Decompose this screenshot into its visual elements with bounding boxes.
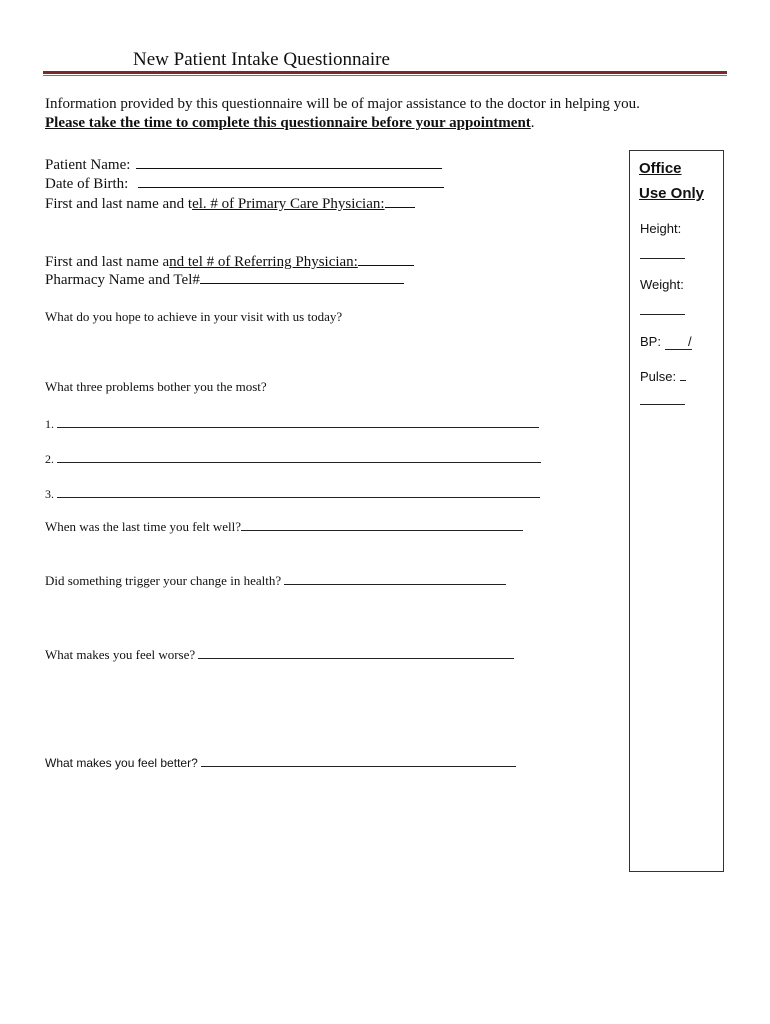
problem-1-line[interactable] — [57, 416, 539, 428]
question-worse[interactable] — [45, 647, 514, 663]
date-of-birth-line[interactable] — [138, 173, 444, 188]
office-pulse-line[interactable] — [640, 404, 685, 405]
better-label: What makes you feel better? — [45, 756, 198, 770]
pcp-label-prefix: First and last name and t — [45, 196, 193, 212]
office-use-title — [639, 156, 704, 206]
office-title-line1: Office — [639, 160, 682, 177]
problem-3-line[interactable] — [57, 486, 540, 498]
last-felt-well-label: When was the last time you felt well? — [45, 519, 242, 534]
last-felt-well-line[interactable] — [241, 519, 523, 531]
office-bp-slash: / — [687, 334, 692, 349]
question-better[interactable] — [45, 755, 516, 770]
intro-text: Information provided by this questionnaire will be of major assistance to the doctor in helping you. — [45, 96, 640, 112]
office-bp-field[interactable] — [640, 334, 692, 350]
patient-name-line[interactable] — [136, 154, 442, 169]
ref-line[interactable] — [358, 251, 414, 266]
office-bp-label: BP: — [640, 334, 661, 349]
intro-instruction — [45, 115, 535, 132]
pcp-field[interactable] — [45, 193, 415, 213]
office-pulse-label: Pulse: — [640, 369, 677, 384]
pcp-label-underlined: el. # of Primary Care Physician: — [192, 196, 385, 212]
referring-physician-field[interactable] — [45, 251, 414, 271]
problem-2-field[interactable] — [45, 451, 541, 467]
office-height-line[interactable] — [640, 258, 685, 259]
pcp-line[interactable] — [385, 193, 415, 208]
pharmacy-label: Pharmacy Name and Tel# — [45, 272, 200, 288]
question-achieve: What do you hope to achieve in your visit with us today? — [45, 309, 343, 324]
pharmacy-field[interactable] — [45, 270, 404, 289]
title-rule-secondary — [43, 75, 727, 76]
office-weight-label: Weight: — [640, 277, 684, 292]
problem-3-field[interactable] — [45, 486, 540, 502]
patient-name-label: Patient Name: — [45, 157, 131, 173]
trigger-label: Did something trigger your change in health? — [45, 573, 282, 588]
office-title-line2: Use Only — [639, 185, 705, 202]
problem-2-line[interactable] — [57, 451, 541, 463]
pharmacy-line[interactable] — [200, 270, 404, 284]
worse-label: What makes you feel worse? — [45, 647, 196, 662]
patient-name-field[interactable] — [45, 154, 442, 174]
date-of-birth-field[interactable] — [45, 173, 444, 193]
title-rule — [43, 71, 727, 74]
ref-label-prefix: First and last name a — [45, 254, 170, 270]
better-line[interactable] — [201, 755, 516, 767]
intro-instruction-period: . — [530, 115, 535, 131]
problem-2-label: 2. — [45, 452, 54, 466]
intro-instruction-bold: Please take the time to complete this questionnaire before your appointment — [45, 115, 531, 131]
office-pulse-line-short[interactable] — [680, 368, 686, 381]
worse-line[interactable] — [198, 647, 514, 659]
date-of-birth-label: Date of Birth: — [45, 176, 129, 192]
question-trigger[interactable] — [45, 573, 506, 589]
office-bp-line[interactable] — [665, 334, 692, 350]
ref-label-underlined: nd tel # of Referring Physician: — [169, 254, 358, 270]
office-height-label: Height: — [640, 221, 682, 236]
problem-1-label: 1. — [45, 417, 54, 431]
office-weight-line[interactable] — [640, 314, 685, 315]
trigger-line[interactable] — [284, 573, 506, 585]
problem-1-field[interactable] — [45, 416, 539, 432]
problem-3-label: 3. — [45, 487, 54, 501]
question-last-felt-well[interactable] — [45, 519, 523, 535]
office-pulse-field[interactable] — [640, 368, 686, 384]
document-title: New Patient Intake Questionnaire — [133, 49, 390, 70]
question-three-problems: What three problems bother you the most? — [45, 379, 267, 394]
